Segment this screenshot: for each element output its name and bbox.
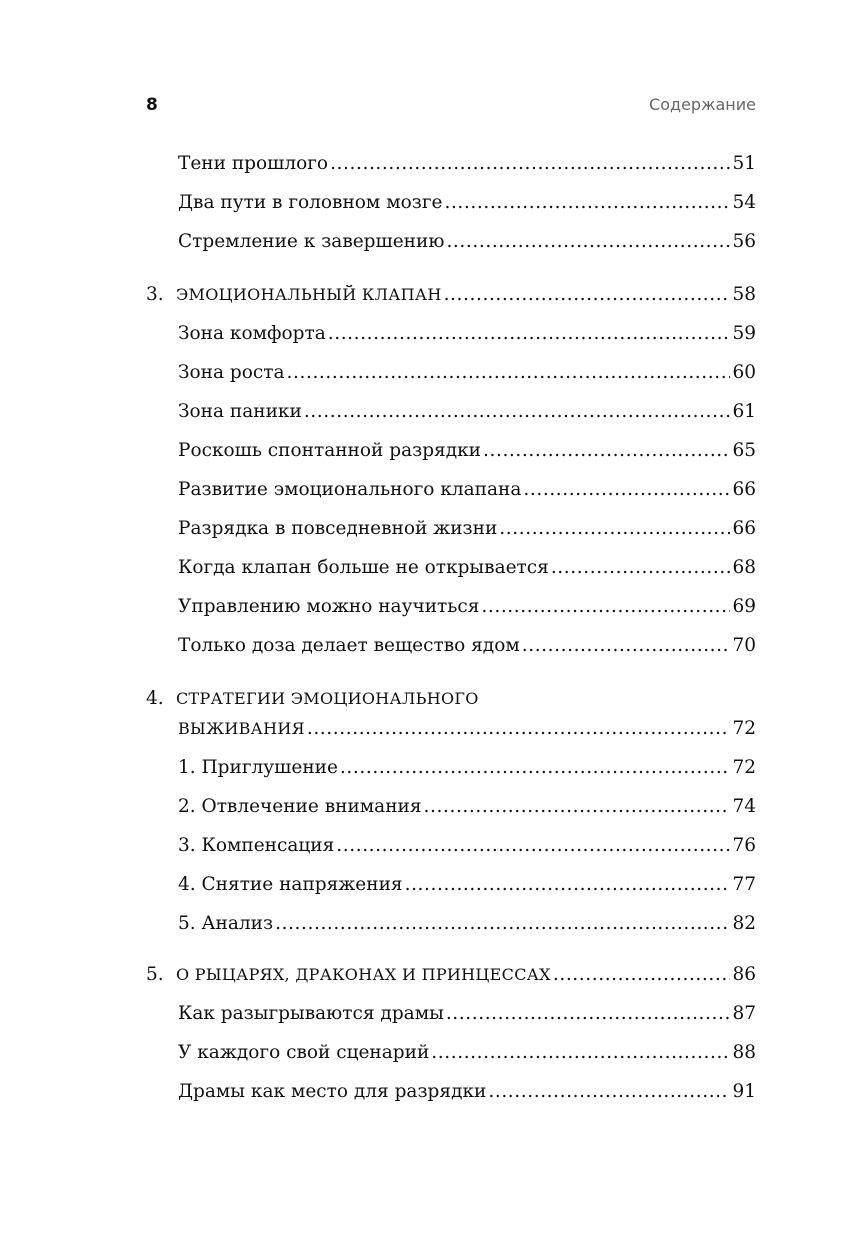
dot-leader bbox=[431, 1041, 730, 1065]
dot-leader bbox=[522, 634, 731, 658]
running-head bbox=[146, 95, 756, 119]
toc-chapter[interactable] bbox=[146, 959, 756, 987]
dot-leader bbox=[307, 717, 731, 741]
toc-page: 54 bbox=[732, 192, 756, 213]
dot-leader bbox=[488, 1080, 730, 1104]
toc-entry[interactable]: Два пути в головном мозге ..... 54 bbox=[178, 187, 756, 215]
toc-entry[interactable]: Стремление к завершению ..... 56 bbox=[178, 226, 756, 254]
toc-entry[interactable]: Драмы как место для разрядки ..... 91 bbox=[178, 1076, 756, 1104]
toc-page: 72 bbox=[732, 718, 756, 739]
toc-entry[interactable]: 1. Приглушение ..... 72 bbox=[178, 752, 756, 780]
dot-leader bbox=[446, 1002, 731, 1026]
toc-chapter[interactable] bbox=[146, 683, 756, 711]
toc-page: 66 bbox=[732, 518, 756, 539]
toc-page: 86 bbox=[732, 964, 756, 985]
toc-chapter-continued[interactable] bbox=[178, 713, 756, 741]
dot-leader bbox=[340, 756, 731, 780]
toc-entry[interactable]: Роскошь спонтанной разрядки ..... 65 bbox=[178, 435, 756, 463]
dot-leader bbox=[523, 478, 730, 502]
toc-page: 77 bbox=[732, 874, 756, 895]
toc-page: 72 bbox=[732, 757, 756, 778]
chapter-number: 4. bbox=[146, 688, 164, 709]
chapter-title: О РЫЦАРЯХ, ДРАКОНАХ И ПРИНЦЕССАХ bbox=[176, 965, 551, 984]
dot-leader bbox=[405, 873, 731, 897]
dot-leader bbox=[287, 361, 731, 385]
chapter-title-continued: ВЫЖИВАНИЯ bbox=[178, 719, 305, 738]
toc-chapter[interactable] bbox=[146, 279, 756, 307]
toc-page: 87 bbox=[732, 1003, 756, 1024]
dot-leader bbox=[499, 517, 730, 541]
toc-page: 69 bbox=[732, 596, 756, 617]
dot-leader bbox=[444, 283, 731, 307]
toc-entry[interactable]: 2. Отвлечение внимания ..... 74 bbox=[178, 791, 756, 819]
toc-page: 60 bbox=[732, 362, 756, 383]
toc-entry[interactable]: 3. Компенсация ..... 76 bbox=[178, 830, 756, 858]
toc-entry[interactable]: Зона комфорта ..... 59 bbox=[178, 318, 756, 346]
toc-page: 65 bbox=[732, 440, 756, 461]
toc-page: 66 bbox=[732, 479, 756, 500]
toc-entry[interactable]: Тени прошлого ..... 51 bbox=[178, 148, 756, 176]
dot-leader bbox=[424, 795, 731, 819]
toc-entry[interactable]: 5. Анализ ..... 82 bbox=[178, 908, 756, 936]
dot-leader bbox=[275, 912, 730, 936]
toc-entry[interactable]: Когда клапан больше не открывается ..... 68 bbox=[178, 552, 756, 580]
dot-leader bbox=[481, 595, 730, 619]
chapter-number: 5. bbox=[146, 964, 164, 985]
toc-page: 59 bbox=[732, 323, 756, 344]
chapter-number: 3. bbox=[146, 284, 164, 305]
dot-leader bbox=[446, 230, 730, 254]
toc-page: 61 bbox=[732, 401, 756, 422]
chapter-title: ЭМОЦИОНАЛЬНЫЙ КЛАПАН bbox=[176, 285, 442, 304]
toc-page: 58 bbox=[732, 284, 756, 305]
dot-leader bbox=[328, 322, 731, 346]
toc-entry[interactable]: Зона паники ..... 61 bbox=[178, 396, 756, 424]
toc-page: 70 bbox=[732, 635, 756, 656]
dot-leader bbox=[444, 191, 730, 215]
toc-entry[interactable]: Как разыгрываются драмы ..... 87 bbox=[178, 998, 756, 1026]
dot-leader bbox=[304, 400, 731, 424]
toc-page: 91 bbox=[732, 1081, 756, 1102]
toc-page: 76 bbox=[732, 835, 756, 856]
toc-entry[interactable]: У каждого свой сценарий ..... 88 bbox=[178, 1037, 756, 1065]
section-title: Содержание bbox=[649, 95, 756, 114]
toc-entry[interactable]: Развитие эмоционального клапана ..... 66 bbox=[178, 474, 756, 502]
toc-page: 68 bbox=[732, 557, 756, 578]
dot-leader bbox=[483, 439, 730, 463]
page-number: 8 bbox=[146, 95, 158, 115]
toc-entry[interactable]: Только доза делает вещество ядом ..... 70 bbox=[178, 630, 756, 658]
toc-page: 88 bbox=[732, 1042, 756, 1063]
toc-entry[interactable]: Разрядка в повседневной жизни ..... 66 bbox=[178, 513, 756, 541]
toc-entry[interactable]: Зона роста ..... 60 bbox=[178, 357, 756, 385]
dot-leader bbox=[551, 556, 731, 580]
dot-leader bbox=[336, 834, 730, 858]
dot-leader bbox=[330, 152, 730, 176]
toc-page: 74 bbox=[732, 796, 756, 817]
toc-page: 51 bbox=[732, 153, 756, 174]
toc-entry[interactable]: 4. Снятие напряжения ..... 77 bbox=[178, 869, 756, 897]
toc-page: 82 bbox=[732, 913, 756, 934]
toc-page: 56 bbox=[732, 231, 756, 252]
chapter-title: СТРАТЕГИИ ЭМОЦИОНАЛЬНОГО bbox=[176, 689, 479, 708]
dot-leader bbox=[553, 963, 731, 987]
toc-entry[interactable]: Управлению можно научиться ..... 69 bbox=[178, 591, 756, 619]
